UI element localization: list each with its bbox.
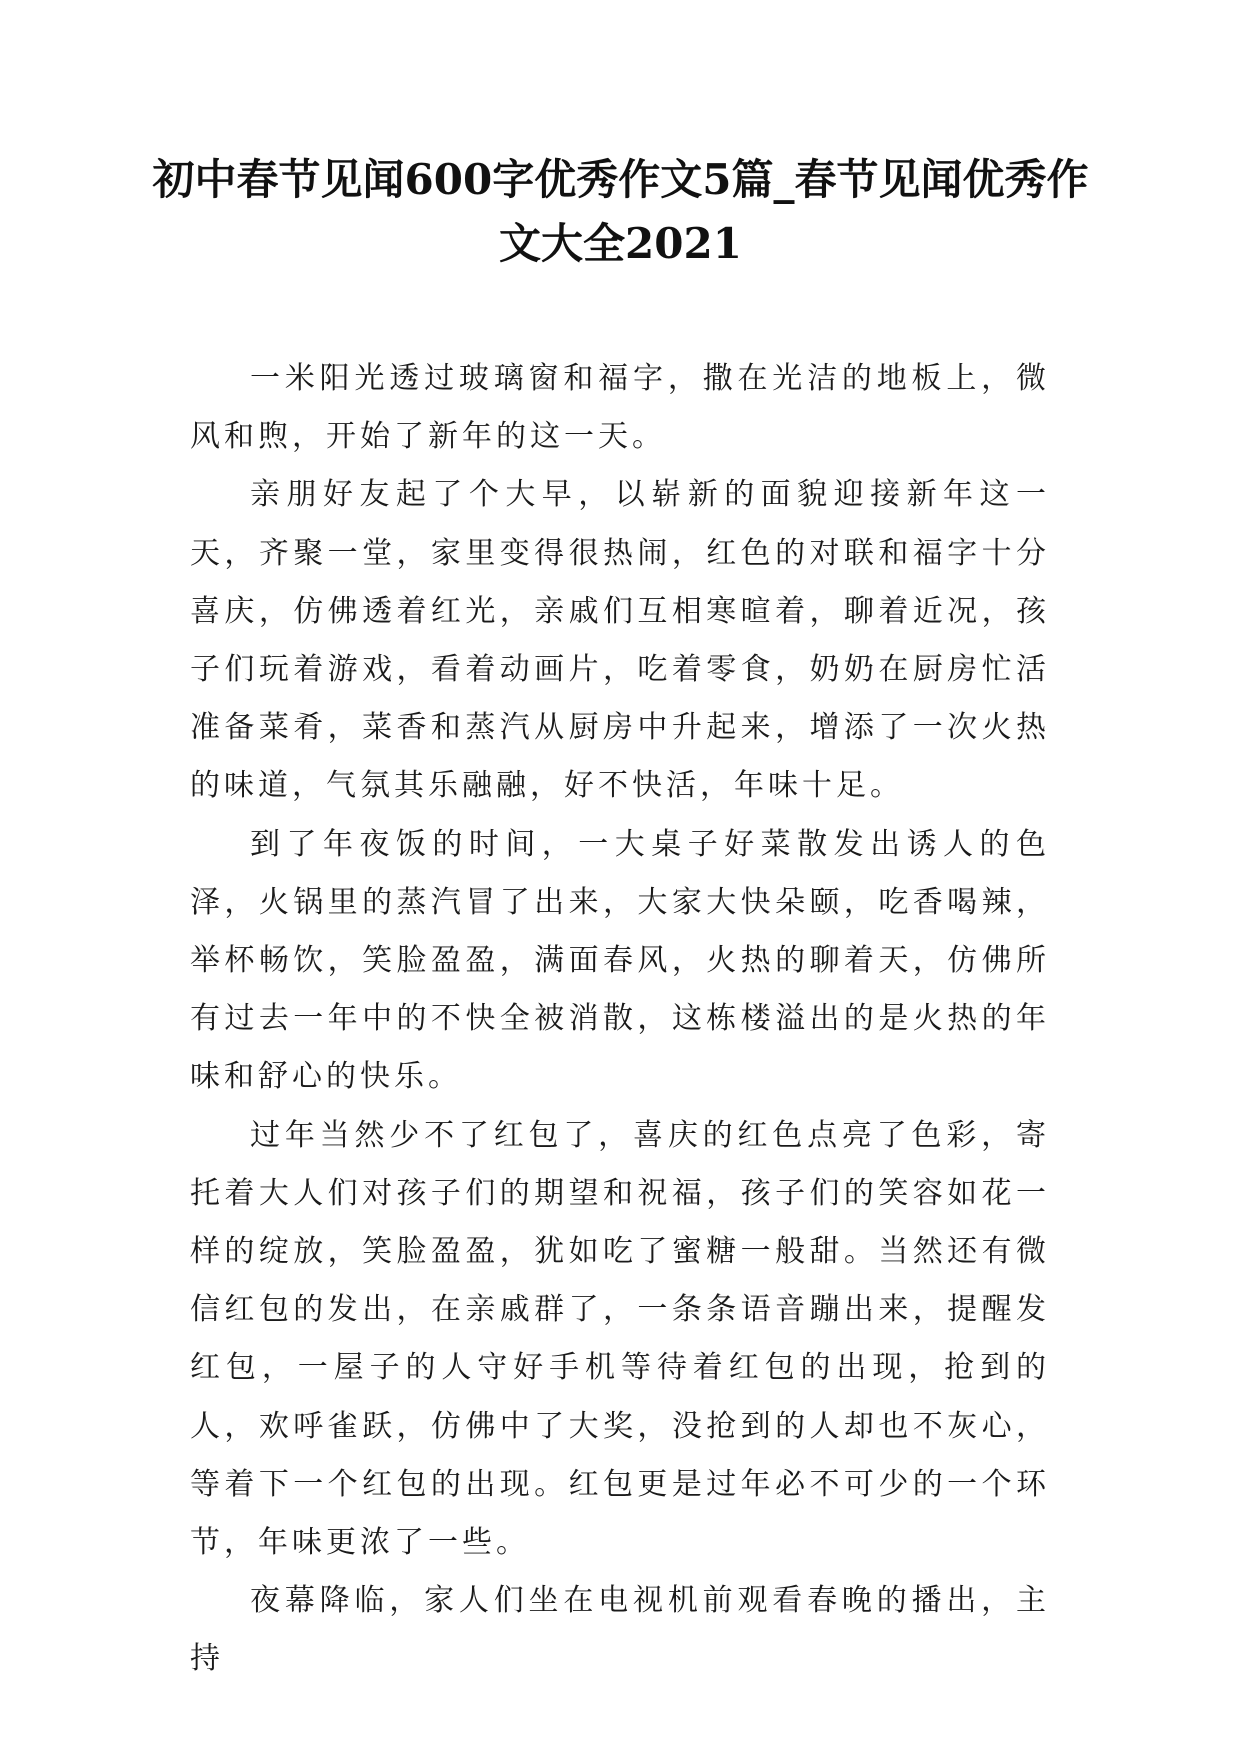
paragraph: 过年当然少不了红包了，喜庆的红色点亮了色彩，寄托着大人们对孩子们的期望和祝福，孩子们的笑容如花一样的绽放，笑脸盈盈，犹如吃了蜜糖一般甜。当然还有微信红包的发出，在亲戚群了，一条条语音蹦出来，提醒发红包，一屋子的人守好手机等待着红包的出现，抢到的人，欢呼雀跃，仿佛中了大奖，没抢到的人却也不灰心，等着下一个红包的出现。红包更是过年必不可少的一个环节，年味更浓了一些。 bbox=[190, 1117, 1050, 1561]
paragraph: 一米阳光透过玻璃窗和福字，撒在光洁的地板上，微风和煦，开始了新年的这一天。 bbox=[190, 361, 1050, 455]
document-body bbox=[190, 350, 1050, 1689]
paragraph: 亲朋好友起了个大早，以崭新的面貌迎接新年这一天，齐聚一堂，家里变得很热闹，红色的对联和福字十分喜庆，仿佛透着红光，亲戚们互相寒暄着，聊着近况，孩子们玩着游戏，看着动画片，吃着零食，奶奶在厨房忙活准备菜肴，菜香和蒸汽从厨房中升起来，增添了一次火热的味道，气氛其乐融融，好不快活，年味十足。 bbox=[190, 477, 1050, 804]
paragraph: 到了年夜饭的时间，一大桌子好菜散发出诱人的色泽，火锅里的蒸汽冒了出来，大家大快朵颐，吃香喝辣，举杯畅饮，笑脸盈盈，满面春风，火热的聊着天，仿佛所有过去一年中的不快全被消散，这栋楼溢出的是火热的年味和舒心的快乐。 bbox=[190, 826, 1050, 1095]
paragraph: 夜幕降临，家人们坐在电视机前观看春晚的播出，主持 bbox=[190, 1583, 1050, 1677]
document-title: 初中春节见闻600字优秀作文5篇_春节见闻优秀作文大全2021 bbox=[152, 155, 1089, 268]
